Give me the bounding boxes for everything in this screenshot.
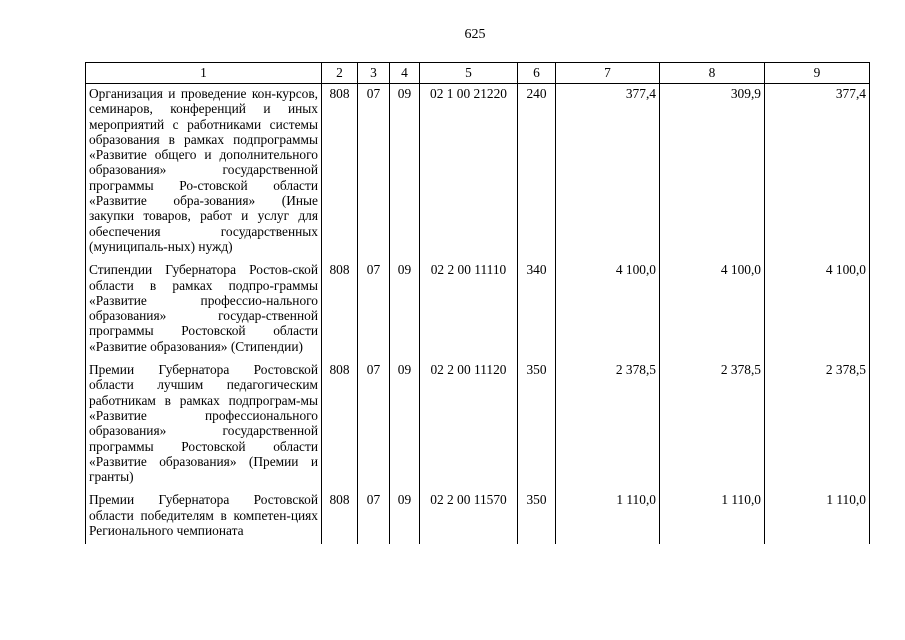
cell-section: 07	[358, 84, 390, 261]
cell-amount-2: 2 378,5	[660, 360, 765, 490]
cell-amount-3: 377,4	[765, 84, 870, 261]
cell-section: 07	[358, 490, 390, 544]
cell-target-article: 02 2 00 11110	[420, 260, 518, 360]
table-row	[86, 490, 870, 544]
cell-expense-type: 350	[518, 360, 556, 490]
page-number: 625	[464, 27, 486, 42]
column-header: 7	[556, 63, 660, 84]
cell-amount-2: 4 100,0	[660, 260, 765, 360]
column-header: 6	[518, 63, 556, 84]
column-header: 4	[390, 63, 420, 84]
cell-amount-1: 4 100,0	[556, 260, 660, 360]
cell-amount-3: 1 110,0	[765, 490, 870, 544]
cell-expense-type: 350	[518, 490, 556, 544]
column-header: 3	[358, 63, 390, 84]
cell-subsection: 09	[390, 260, 420, 360]
cell-subsection: 09	[390, 360, 420, 490]
cell-amount-3: 2 378,5	[765, 360, 870, 490]
cell-ministry-code: 808	[322, 490, 358, 544]
cell-section: 07	[358, 360, 390, 490]
table-row	[86, 360, 870, 490]
cell-amount-1: 377,4	[556, 84, 660, 261]
cell-ministry-code: 808	[322, 260, 358, 360]
row-description: Премии Губернатора Ростовской области лучшим педагогическим работникам в рамках подпрограм-мы «Развитие профессионального образования» государственной программы Ростовской области «Развитие образования» (Премии и гранты)	[86, 360, 322, 490]
column-header: 8	[660, 63, 765, 84]
cell-expense-type: 240	[518, 84, 556, 261]
column-header: 2	[322, 63, 358, 84]
cell-amount-2: 309,9	[660, 84, 765, 261]
table-row	[86, 84, 870, 261]
row-description: Стипендии Губернатора Ростов-ской области в рамках подпро-граммы «Развитие профессио-нального образования» государ-ственной программы Ростовской области «Развитие образования» (Стипендии)	[86, 260, 322, 360]
column-header: 1	[86, 63, 322, 84]
column-header: 9	[765, 63, 870, 84]
column-header: 5	[420, 63, 518, 84]
cell-ministry-code: 808	[322, 360, 358, 490]
cell-subsection: 09	[390, 84, 420, 261]
row-description: Организация и проведение кон-курсов, семинаров, конференций и иных мероприятий с работниками системы образования в рамках подпрограммы «Развитие общего и дополнительного образования» государственной программы Ро-стовской области «Развитие обра-зования» (Иные закупки товаров, работ и услуг для обеспечения государственных (муниципаль-ных) нужд)	[86, 84, 322, 261]
table-row	[86, 260, 870, 360]
cell-expense-type: 340	[518, 260, 556, 360]
budget-table	[85, 62, 870, 544]
cell-subsection: 09	[390, 490, 420, 544]
cell-ministry-code: 808	[322, 84, 358, 261]
table-header-row	[86, 63, 870, 84]
cell-amount-1: 1 110,0	[556, 490, 660, 544]
row-description: Премии Губернатора Ростовской области победителям в компетен-циях Регионального чемпионата	[86, 490, 322, 544]
cell-amount-2: 1 110,0	[660, 490, 765, 544]
cell-section: 07	[358, 260, 390, 360]
cell-amount-1: 2 378,5	[556, 360, 660, 490]
cell-amount-3: 4 100,0	[765, 260, 870, 360]
cell-target-article: 02 2 00 11120	[420, 360, 518, 490]
cell-target-article: 02 2 00 11570	[420, 490, 518, 544]
cell-target-article: 02 1 00 21220	[420, 84, 518, 261]
